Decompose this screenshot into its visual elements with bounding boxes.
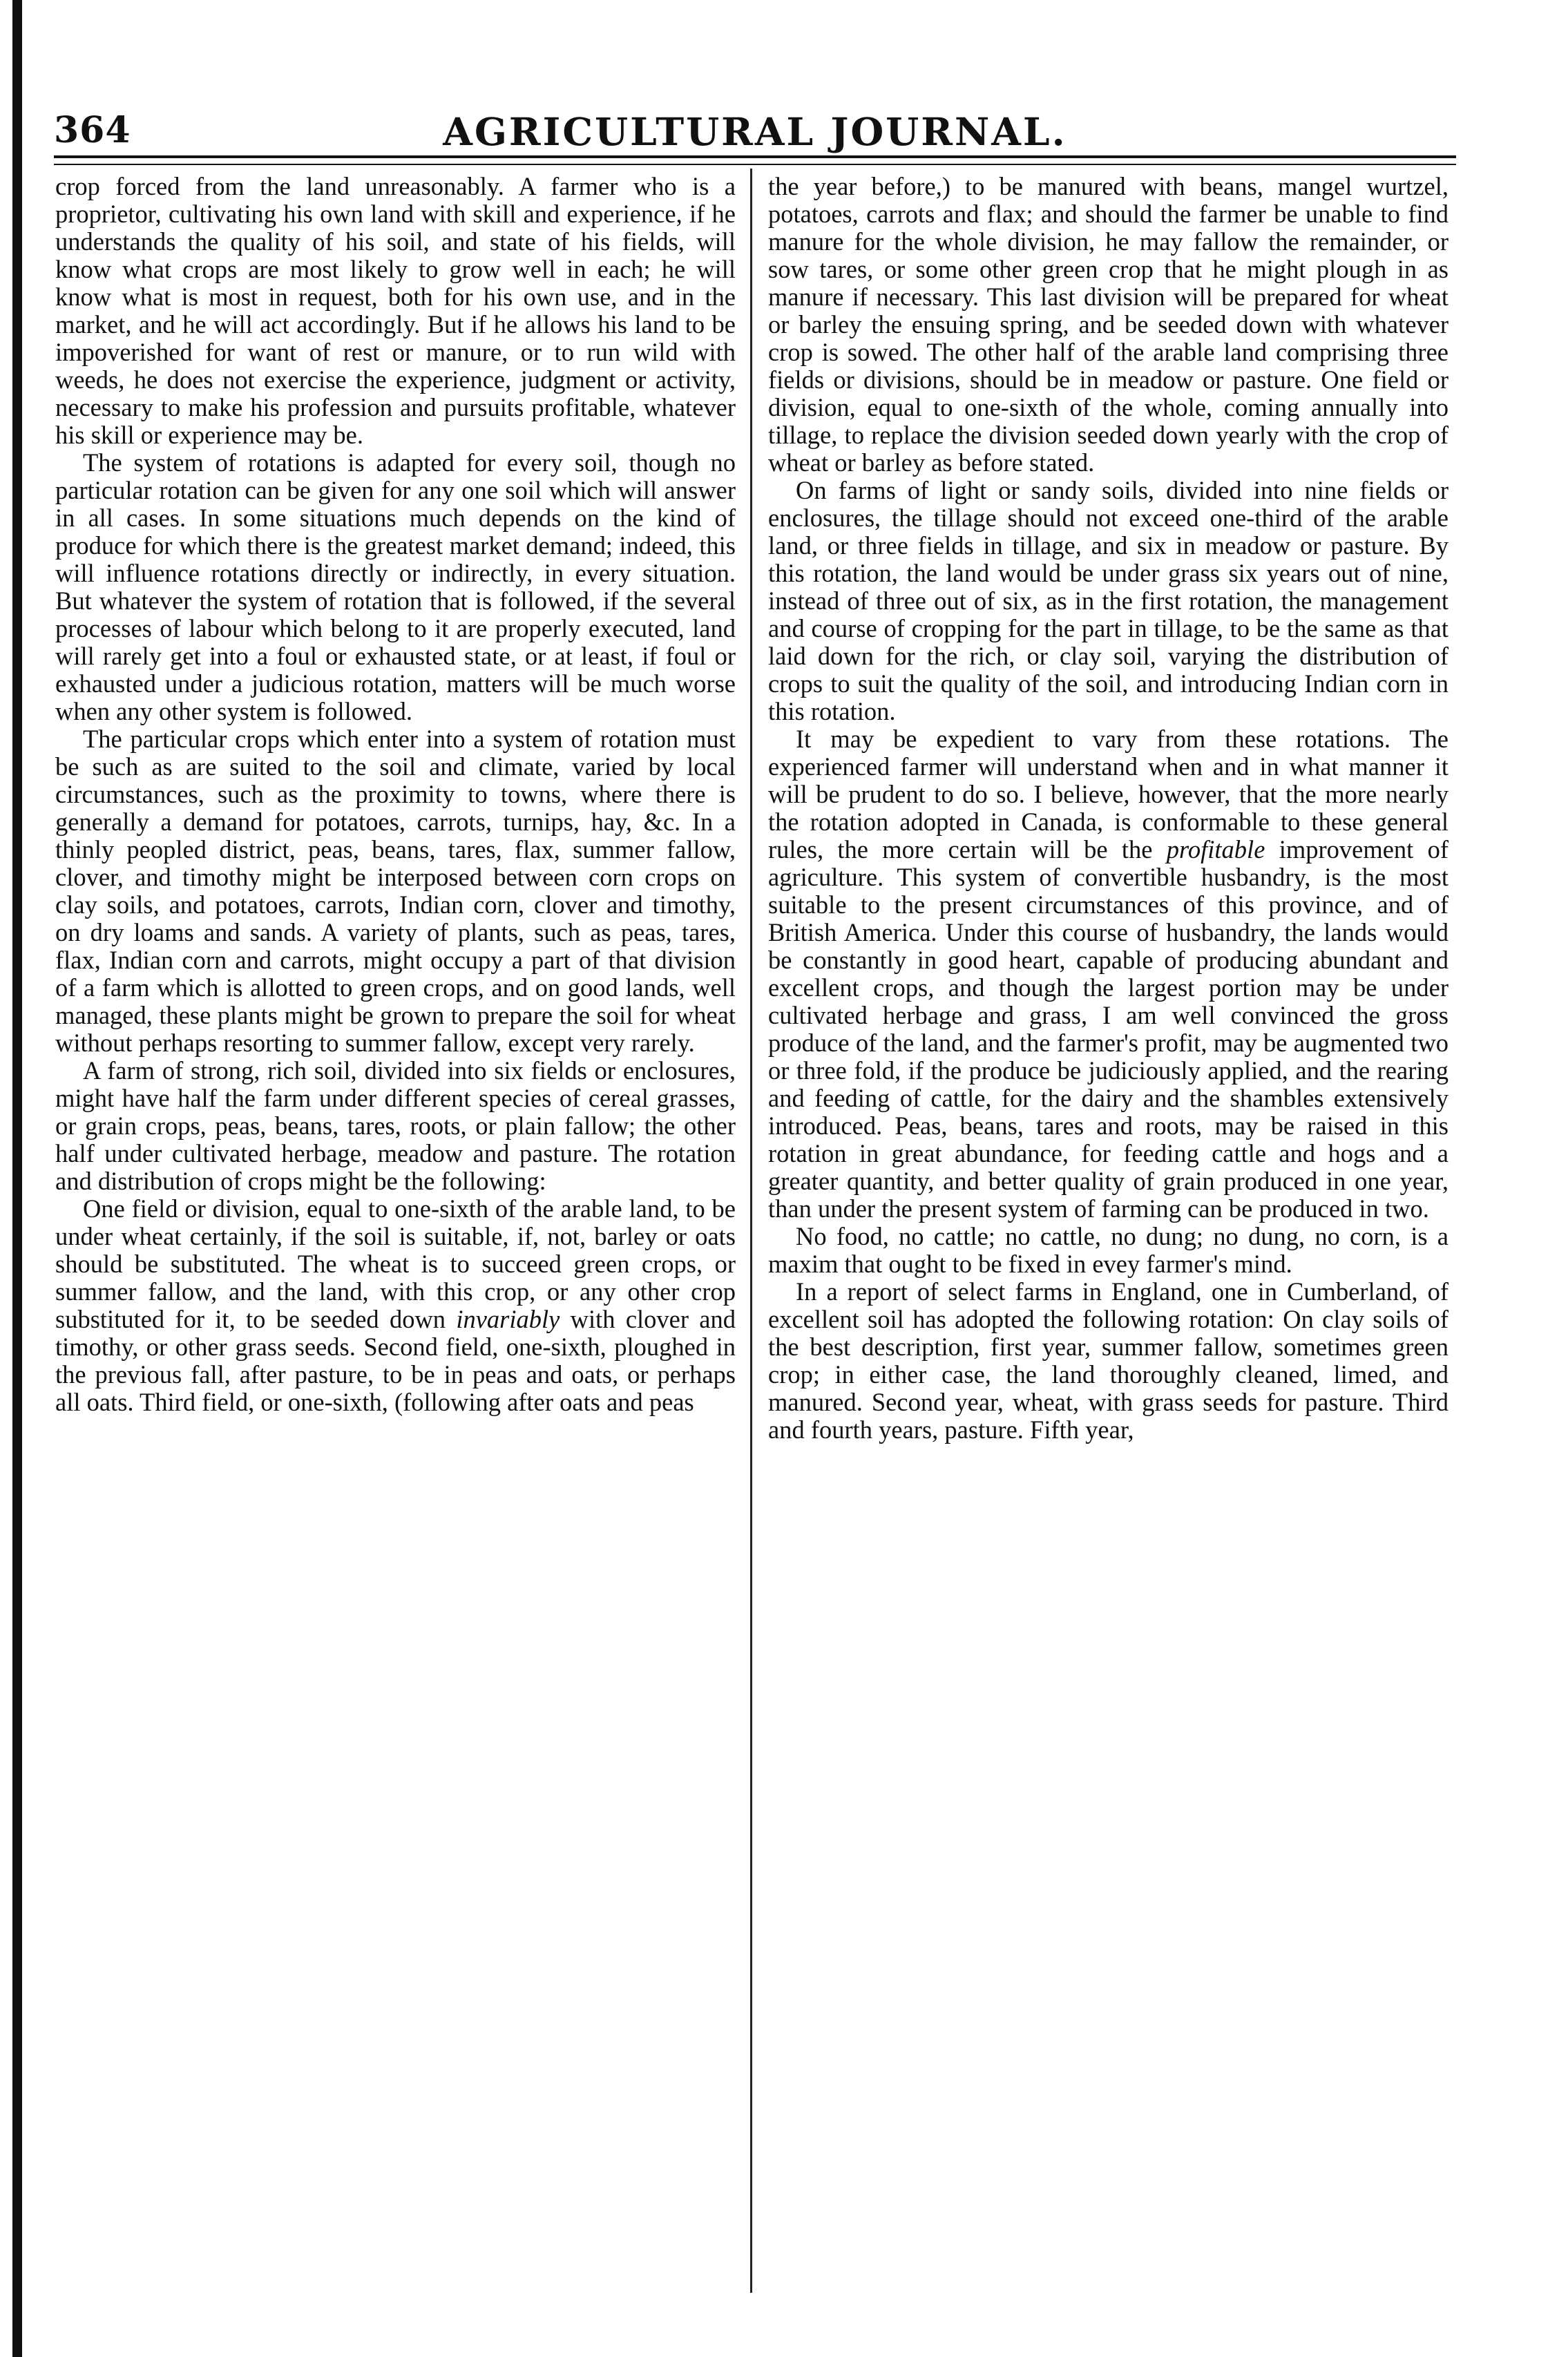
italic-text: profitable [1166,835,1265,863]
paragraph: The particular crops which enter into a system of rotation must be such as are suited to the soil and climate, varied by local circumstances, such as the proximity to towns, where there is generally a demand for potatoes, carrots, turnips, hay, &c. In a thinly peopled district, peas, beans, tares, flax, summer fallow, clover, and timothy might be interposed between corn crops on clay soils, and potatoes, carrots, Indian corn, clover and timothy, on dry loams and sands. A variety of plants, such as peas, tares, flax, Indian corn and carrots, might occupy a part of that division of a farm which is allotted to green crops, and on good lands, well managed, these plants might be grown to prepare the soil for wheat without perhaps resorting to summer fallow, except very rarely. [55,725,736,1057]
paragraph: The system of rotations is adapted for every soil, though no particular rotation can be given for any one soil which will answer in all cases. In some situations much depends on the kind of produce for which there is the greatest market demand; indeed, this will influence rotations directly or indirectly, in every situation. But whatever the system of rotation that is followed, if the several processes of labour which belong to it are properly executed, land will rarely get into a foul or exhausted state, or at least, if foul or exhausted under a judicious rotation, matters will be much worse when any other system is followed. [55,448,736,725]
paragraph: the year before,) to be manured with beans, mangel wurtzel, potatoes, carrots and flax; and should the farmer be unable to find manure for the whole division, he may fallow the remainder, or sow tares, or some other green crop that he might plough in as manure if necessary. This last division will be prepared for wheat or barley the ensuing spring, and be seeded down with whatever crop is sowed. The other half of the arable land comprising three fields or divisions, should be in meadow or pasture. One field or division, equal to one-sixth of the whole, coming annually into tillage, to replace the division seeded down yearly with the crop of wheat or barley as before stated. [768,172,1449,477]
column-divider [750,169,752,2293]
paragraph [768,725,1449,1223]
binding-edge [12,0,22,2357]
text-run: It may be expedient to vary from these rotations. The experienced farmer will understand when and in what manner it will be prudent to do so. I believe, however, that the more nearly the rotation adopted in Canada, is conformable to these general rules, the more certain will be the [768,725,1449,863]
text-run: with clover and timothy, or other grass seeds. Second field, one-sixth, ploughed in the previous fall, after pasture, to be in peas and oats, or perhaps all oats. Third field, or one-sixth, (following after oats and peas [55,1305,736,1416]
paragraph: No food, no cattle; no cattle, no dung; no dung, no corn, is a maxim that ought to be fixed in evey farmer's mind. [768,1222,1449,1278]
header-rule-thick [54,155,1456,158]
page-header [54,104,1456,159]
paragraph: In a report of select farms in England, one in Cumberland, of excellent soil has adopted the following rotation: On clay soils of the best description, first year, summer fallow, sometimes green crop; in either case, the land thoroughly cleaned, limed, and manured. Second year, wheat, with grass seeds for pasture. Third and fourth years, pasture. Fifth year, [768,1277,1449,1444]
text-run: One field or division, equal to one-sixth of the arable land, to be under wheat certainly, if the soil is suitable, if, not, barley or oats should be substituted. The wheat is to succeed green crops, or summer fallow, and the land, with this crop, or any other crop substituted for it, to be seeded down [55,1194,736,1333]
page-number: 364 [54,109,131,151]
left-column [55,173,736,1416]
text-run: improvement of agriculture. This system of convertible husbandry, is the most suitable to the present circumstances of this province, and of British America. Under this course of husbandry, the lands would be constantly in good heart, capable of producing abundant and excellent crops, and though the largest portion may be under cultivated herbage and grass, I am well convinced the gross produce of the land, and the farmer's profit, may be augmented two or three fold, if the produce be judiciously applied, and the rearing and feeding of cattle, for the dairy and the shambles extensively introduced. Peas, beans, tares and roots, may be raised in this rotation in great abundance, for feeding cattle and hogs and a greater quantity, and better quality of grain produced in one year, than under the present system of farming can be produced in two. [768,835,1449,1223]
paragraph [55,1195,736,1416]
paragraph: A farm of strong, rich soil, divided into six fields or enclosures, might have half the farm under different species of cereal grasses, or grain crops, peas, beans, tares, roots, or plain fallow; the other half under cultivated herbage, meadow and pasture. The rotation and distribution of crops might be the following: [55,1056,736,1195]
italic-text: invariably [456,1305,560,1333]
paragraph: On farms of light or sandy soils, divided into nine fields or enclosures, the tillage should not exceed one-third of the arable land, or three fields in tillage, and six in meadow or pasture. By this rotation, the land would be under grass six years out of nine, instead of three out of six, as in the first rotation, the management and course of cropping for the part in tillage, to be the same as that laid down for the rich, or clay soil, varying the distribution of crops to suit the quality of the soil, and introducing Indian corn in this rotation. [768,476,1449,725]
right-column [768,173,1449,1444]
paragraph: crop forced from the land unreasonably. A farmer who is a proprietor, cultivating his own land with skill and experience, if he understands the quality of his soil, and state of his fields, will know what crops are most likely to grow well in each; he will know what is most in request, both for his own use, and in the market, and he will act accordingly. But if he allows his land to be impoverished for want of rest or manure, or to run wild with weeds, he does not exercise the experience, judgment or activity, necessary to make his profession and pursuits profitable, whatever his skill or experience may be. [55,172,736,449]
header-rule-thin [54,164,1456,165]
journal-title: AGRICULTURAL JOURNAL. [443,109,1067,154]
